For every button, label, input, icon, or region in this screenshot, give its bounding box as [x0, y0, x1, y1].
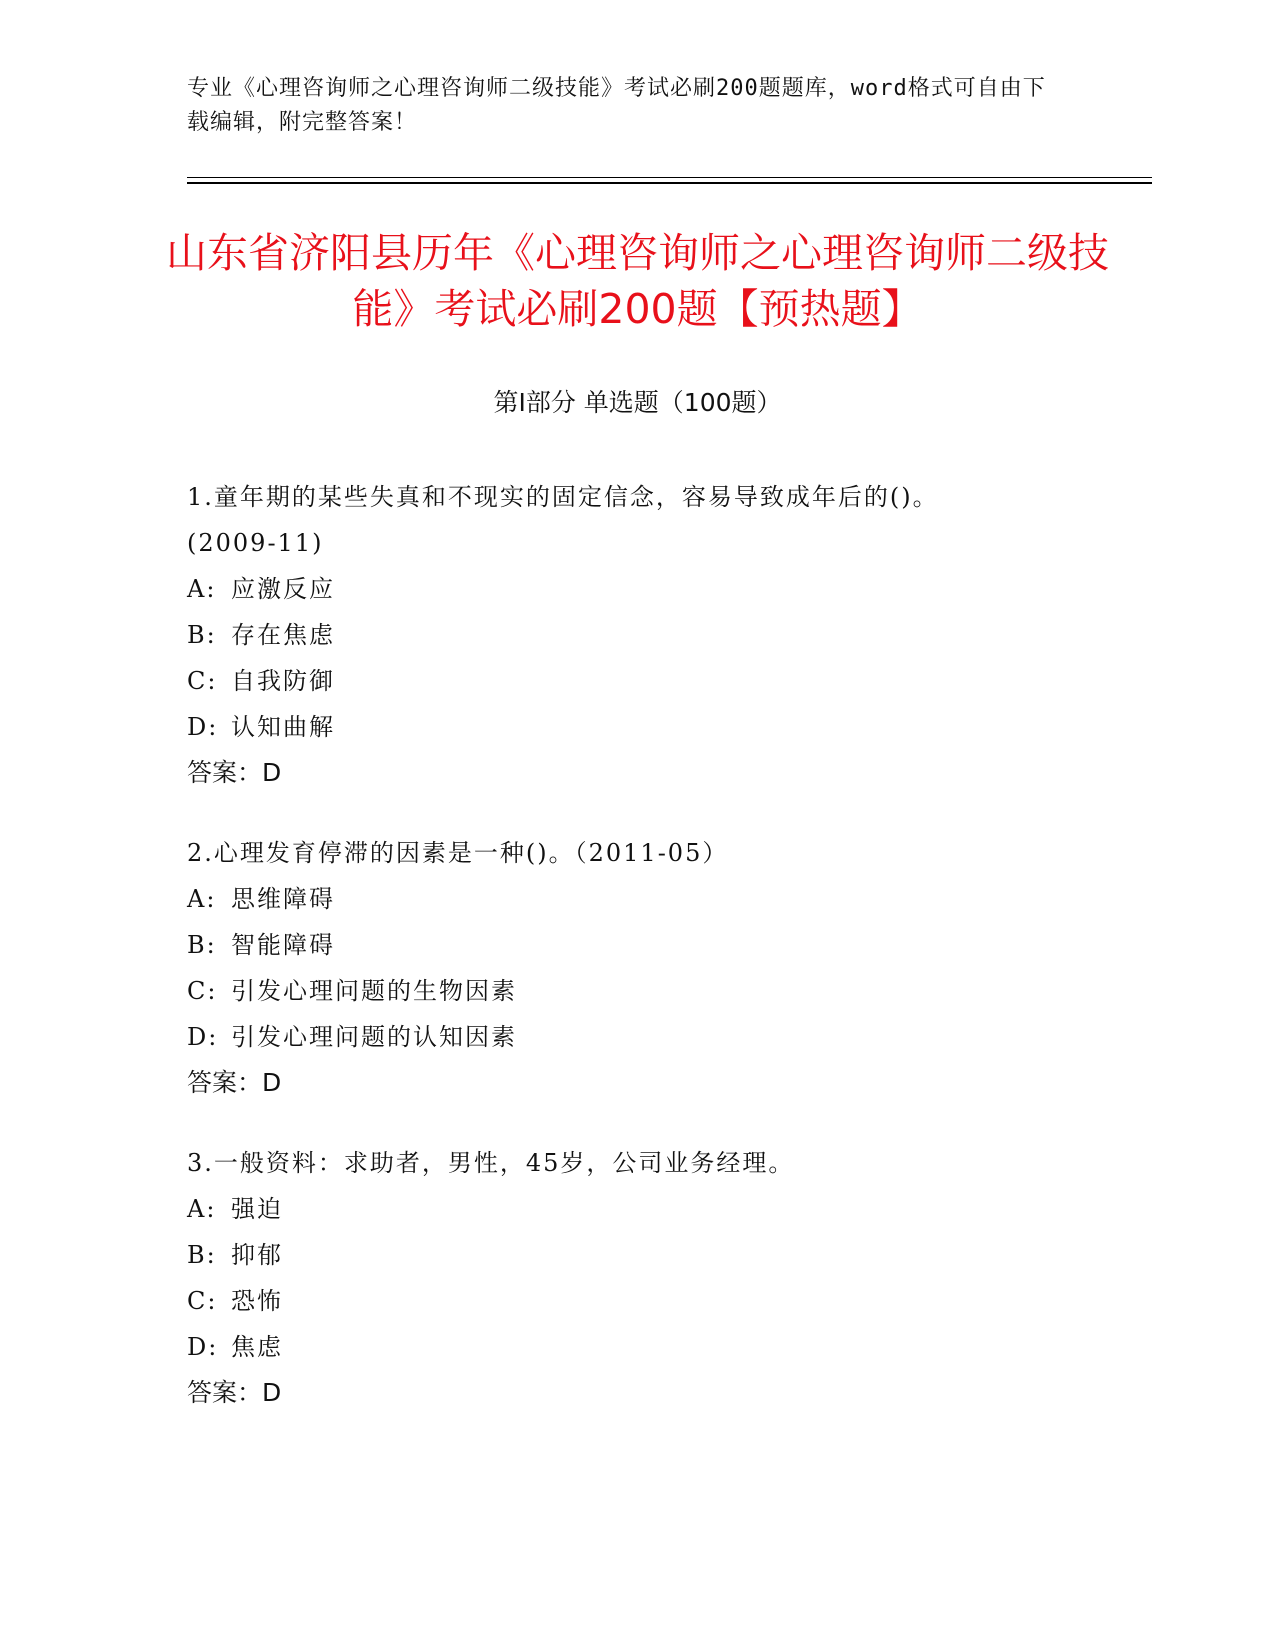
option-letter: A: [187, 575, 217, 603]
option-letter: C: [187, 1287, 218, 1315]
option-letter: D: [187, 713, 219, 741]
option-d [187, 1324, 1087, 1370]
question-1 [187, 474, 1087, 796]
answer-line: 答案：D [187, 1378, 282, 1407]
option-a [187, 566, 1087, 612]
option-text: 智能障碍 [231, 931, 335, 959]
option-letter: D: [187, 1023, 219, 1051]
option-text: 抑郁 [231, 1241, 283, 1269]
option-d [187, 704, 1087, 750]
option-text: 引发心理问题的认知因素 [231, 1023, 517, 1051]
option-text: 应激反应 [231, 575, 335, 603]
option-a [187, 1186, 1087, 1232]
option-text: 焦虑 [231, 1333, 283, 1361]
option-text: 存在焦虑 [231, 621, 335, 649]
option-c [187, 1278, 1087, 1324]
header-divider-thin [187, 177, 1152, 178]
option-letter: B: [187, 1241, 217, 1269]
option-letter: C: [187, 667, 218, 695]
option-letter: B: [187, 931, 217, 959]
option-d [187, 1014, 1087, 1060]
question-2 [187, 830, 1087, 1106]
option-text: 引发心理问题的生物因素 [231, 977, 517, 1005]
header-divider-thick [187, 182, 1152, 184]
question-3 [187, 1140, 1087, 1416]
option-letter: A: [187, 1195, 217, 1223]
header-note: 专业《心理咨询师之心理咨询师二级技能》考试必刷200题题库，word格式可自由下载编辑，附完整答案！ [187, 76, 1046, 135]
option-text: 认知曲解 [231, 713, 335, 741]
question-stem-line: (2009-11) [187, 529, 324, 557]
option-text: 自我防御 [231, 667, 335, 695]
option-b [187, 612, 1087, 658]
option-letter: D: [187, 1333, 219, 1361]
option-letter: A: [187, 885, 217, 913]
answer-line: 答案：D [187, 758, 282, 787]
answer-line: 答案：D [187, 1068, 282, 1097]
option-b [187, 1232, 1087, 1278]
question-stem-line: 1.童年期的某些失真和不现实的固定信念，容易导致成年后的()。 [187, 483, 939, 511]
question-stem-line: 3.一般资料：求助者，男性，45岁，公司业务经理。 [187, 1149, 795, 1177]
document-title: 山东省济阳县历年《心理咨询师之心理咨询师二级技能》考试必刷200题【预热题】 [166, 229, 1109, 333]
option-text: 思维障碍 [231, 885, 335, 913]
option-text: 强迫 [231, 1195, 283, 1223]
option-c [187, 658, 1087, 704]
option-letter: B: [187, 621, 217, 649]
option-b [187, 922, 1087, 968]
option-text: 恐怖 [231, 1287, 283, 1315]
option-c [187, 968, 1087, 1014]
option-letter: C: [187, 977, 218, 1005]
section-title: 第Ⅰ部分 单选题（100题） [493, 388, 782, 417]
option-a [187, 876, 1087, 922]
question-list [187, 474, 1087, 1450]
question-stem-line: 2.心理发育停滞的因素是一种()。（2011-05） [187, 839, 729, 867]
